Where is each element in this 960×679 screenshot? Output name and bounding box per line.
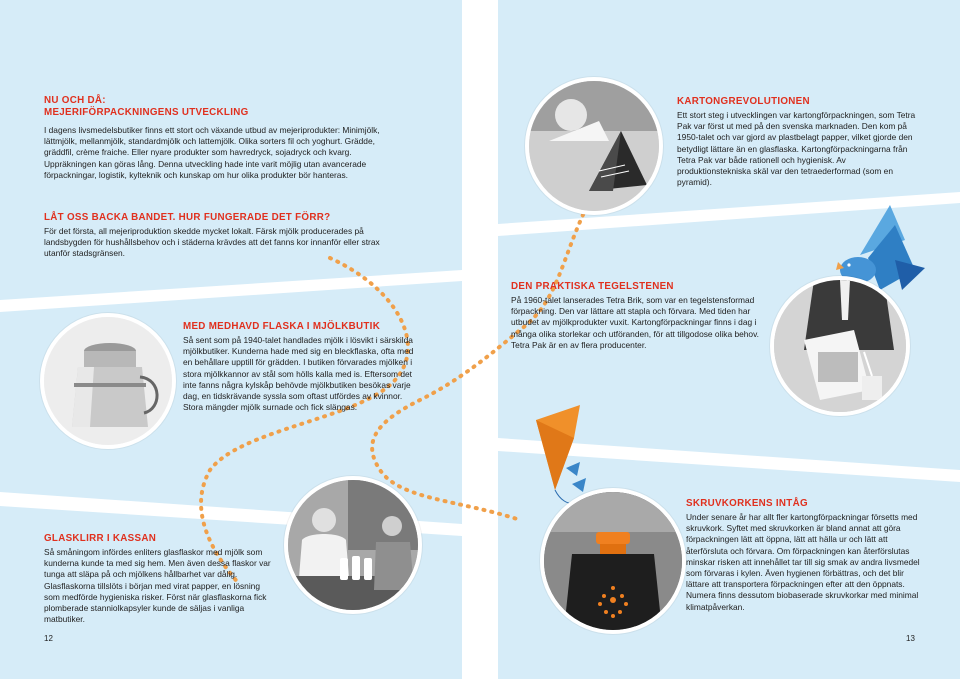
intro-body: I dagens livsmedelsbutiker finns ett stort och växande utbud av mejeriprodukter: Minimjölk, lättmjölk, mellanmjölk, standardmjölk och lattemjölk. Olika sorters fil och yoghurt. Grädde, gräddfil, crème fraiche. Eller nyare produkter som havredryck, sojadryck och kvarg. Uppräkningen kan göras lång. Denna utveckling hade inte varit möjlig utan avancerade förpackningar, logistik, kylteknik och kunskap om hur olika produkter bör hanteras. [44, 125, 380, 180]
backa-title: LÅT OSS BACKA BANDET. HUR FUNGERADE DET FÖRR? [44, 212, 331, 223]
kartong-title: KARTONGREVOLUTIONEN [677, 96, 810, 107]
page-number-right: 13 [906, 634, 915, 643]
section-backa [44, 212, 389, 260]
flaska-body: Så sent som på 1940-talet handlades mjölk i lösvikt i särskilda mjölkbutiker. Kunderna hade med sig en bleckflaska, ofta med en behållare upptill för grädden. I butiken förvarades mjölken i stora mjölkkannor av stål som hölls kalla med is. Eftersom det inte fanns några kylskåp behövde mjölkbutiken besökas varje dag, en tidskrävande syssla som oftast utfördes av kvinnor. Stora mängder mjölk surnade och fick slängas. [183, 335, 414, 413]
glasklirr-title: GLASKLIRR I KASSAN [44, 533, 157, 544]
section-kartong [677, 96, 917, 188]
kartong-body: Ett stort steg i utvecklingen var kartongförpackningen, som Tetra Pak var först ut med på den svenska marknaden. Den kom på 1950-talet och var gjord av plastbelagt papper, vilket gjorde den betydligt lättare än en glasflaska. Kartongförpackningarna från Tetra Pak var både rationell och hygienisk. Av produktionstekniska skäl var den tetraederformad (som en pyramid). [677, 110, 916, 188]
tetrahedron-photo [525, 77, 663, 215]
kite-icon [536, 405, 589, 508]
intro-title-line2: MEJERIFÖRPACKNINGENS UTVECKLING [44, 107, 249, 118]
tegel-body: På 1960-talet lanserades Tetra Brik, som var en tegelstensformad förpackning. Den var lättare att stapla och förvara. Med tiden har utbudet av mjölkprodukter vuxit. Kartongförpackningar finns i dag i många olika storlekar och utföranden, för att tillgodose olika behov. Tetra Pak är en av flera producenter. [511, 295, 759, 350]
flaska-title: MED MEDHAVD FLASKA I MJÖLKBUTIK [183, 321, 381, 332]
section-flaska [183, 321, 417, 413]
intro-title-line1: NU OCH DÅ: [44, 95, 106, 106]
tegel-title: DEN PRAKTISKA TEGELSTENEN [511, 281, 674, 292]
intro-title [44, 95, 394, 119]
section-glasklirr [44, 533, 276, 625]
milk-can-photo [40, 313, 176, 449]
skruv-body: Under senare år har allt fler kartongförpackningar försetts med skruvkork. Syftet med skruvkorken är bland annat att göra förpackningen lätt att öppna, lätt att hälla ur och lätt att återförsluta och förvara. Om förpackningen kan återförslutas minskar risken att innehållet tar till sig smak av andra livsmedel som förvaras i kylen. Även hygienen förbättras, och det blir lättare att transportera förpackningen efter att den öppnats. Numera finns dessutom biobaserade skruvkorkar med minimal klimatpåverkan. [686, 512, 920, 612]
glasklirr-body: Så småningom infördes enliters glasflaskor med mjölk som kunderna kunde ta med sig hem. Men även dessa flaskor var tunga att släpa på och mjölkens hållbarhet var dålig. Glasflaskorna tillslöts i början med virat papper, en lösning som medförde hygieniska risker. Först när glasflaskorna fick plomberade stanniolkapsyler kunde de säljas i vanliga matbutiker. [44, 547, 271, 625]
section-intro [44, 95, 394, 181]
section-skruv [686, 498, 926, 613]
milk-shop-photo [284, 476, 422, 614]
tetra-brik-photo [770, 276, 910, 416]
backa-body: För det första, all mejeriproduktion skedde mycket lokalt. Färsk mjölk producerades på landsbygden för hushållsbehov och i städerna krävdes att det fanns kor innanför eller strax utanför stadsgränsen. [44, 226, 380, 259]
screwcap-photo [540, 488, 686, 634]
section-tegel [511, 281, 761, 351]
page-number-left: 12 [44, 634, 53, 643]
skruv-title: SKRUVKORKENS INTÅG [686, 498, 808, 509]
